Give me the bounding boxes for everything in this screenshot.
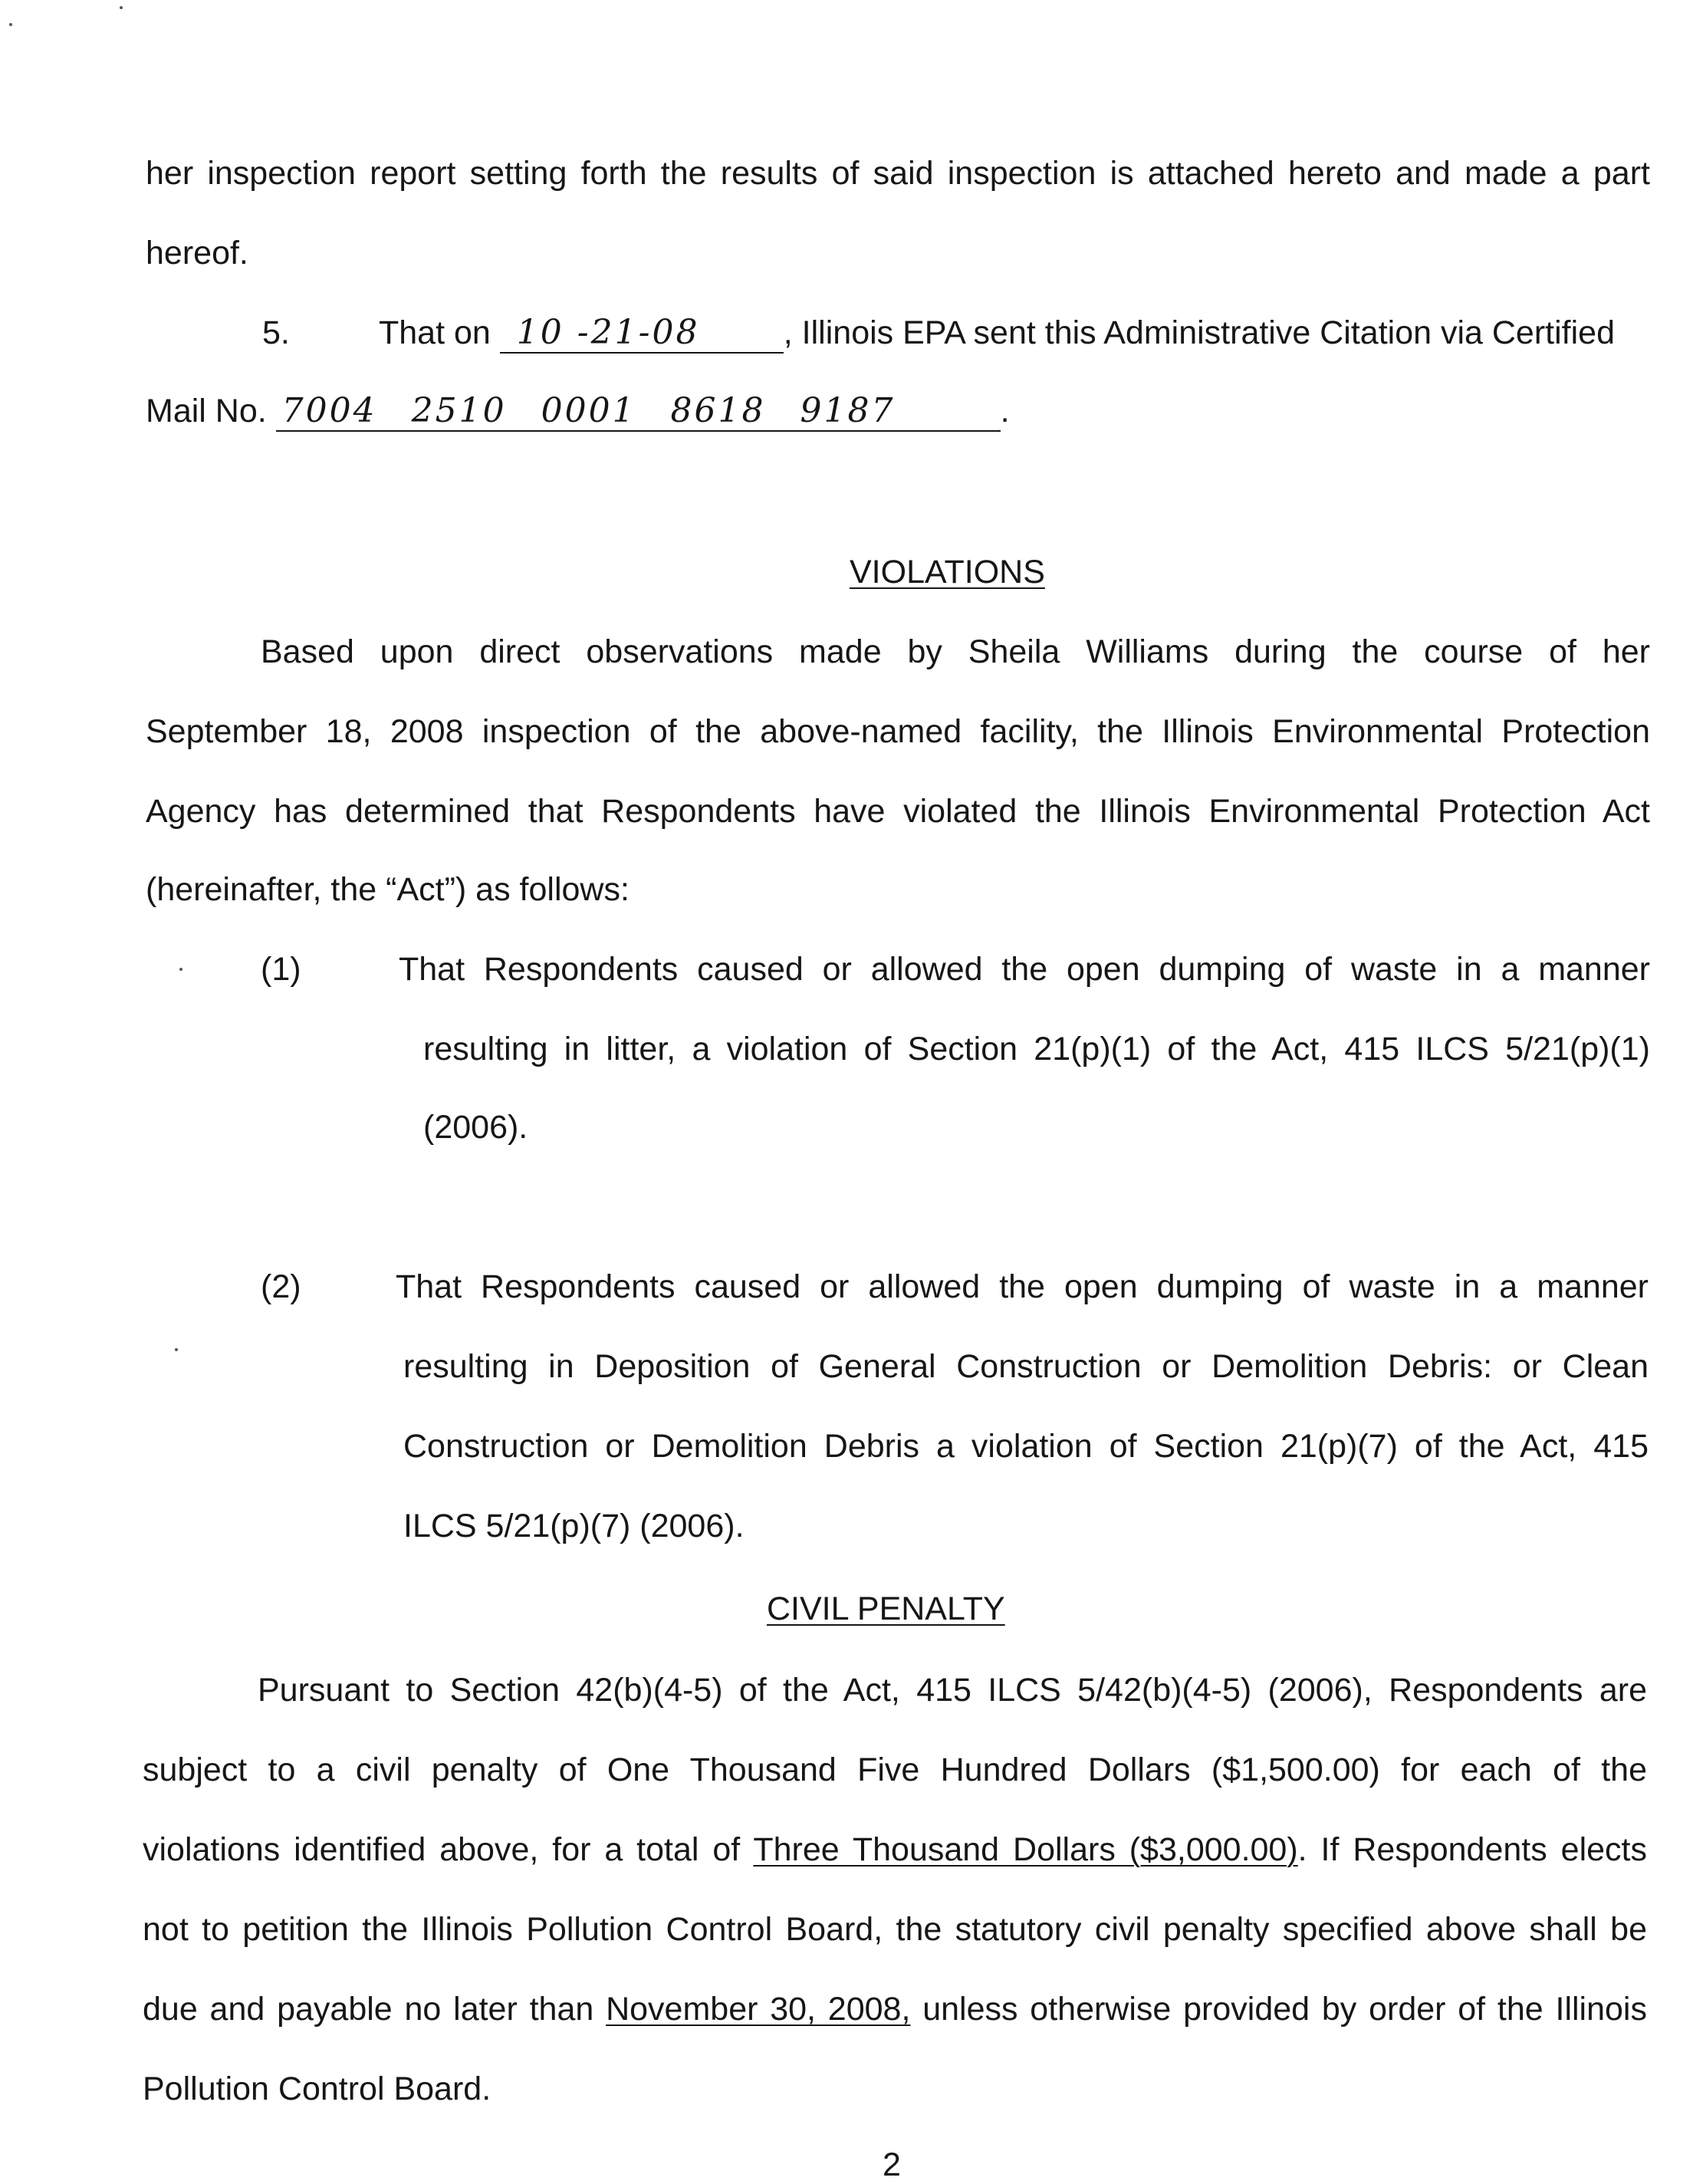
item-5-line-2: [146, 388, 1010, 434]
civil-penalty-line-5: [143, 1986, 1647, 2032]
civil-penalty-line-1: Pursuant to Section 42(b)(4-5) of the Act, 415 ILCS 5/42(b)(4-5) (2006), Respondents are: [258, 1672, 1647, 1709]
item-5-prefix: That on: [379, 314, 491, 351]
scan-speck: [9, 23, 12, 26]
handwritten-date-field: 10 -21-08: [500, 314, 784, 354]
scan-speck: [120, 6, 123, 9]
item-5-line-1: [379, 310, 1615, 356]
violation-2-line-4: ILCS 5/21(p)(7) (2006).: [403, 1508, 745, 1544]
mail-number-suffix: .: [1000, 393, 1010, 429]
violation-2-line-2: resulting in Deposition of General Construction or Demolition Debris: or Clean: [403, 1348, 1649, 1385]
violation-1-line-2: resulting in litter, a violation of Section 21(p)(1) of the Act, 415 ILCS 5/21(p)(1): [423, 1031, 1650, 1067]
violations-heading: VIOLATIONS: [850, 554, 1045, 590]
violation-1-line-3: (2006).: [423, 1109, 528, 1146]
violation-2-line-3: Construction or Demolition Debris a violation of Section 21(p)(7) of the Act, 415: [403, 1428, 1649, 1465]
violations-intro-line-4: (hereinafter, the “Act”) as follows:: [146, 871, 630, 908]
scan-speck: [179, 968, 182, 971]
mail-number-prefix: Mail No.: [146, 393, 267, 429]
paragraph-continuation-line-1: her inspection report setting forth the results of said inspection is attached hereto and made a part: [146, 155, 1650, 192]
civil-penalty-line-3: [143, 1827, 1647, 1873]
violation-1-line-1: That Respondents caused or allowed the open dumping of waste in a manner: [399, 951, 1650, 988]
handwritten-mail-number-field: 7004 2510 0001 8618 9187: [276, 392, 1001, 432]
civil-penalty-line-3-pre: violations identified above, for a total of: [143, 1831, 754, 1868]
civil-penalty-line-3-post: . If Respondents elects: [1297, 1831, 1647, 1868]
civil-penalty-line-5-post: unless otherwise provided by order of the Illinois: [910, 1991, 1647, 2028]
paragraph-continuation-line-2: hereof.: [146, 235, 248, 271]
violations-intro-line-2: September 18, 2008 inspection of the above-named facility, the Illinois Environmental Protection: [146, 713, 1650, 750]
civil-penalty-line-2: subject to a civil penalty of One Thousand Five Hundred Dollars ($1,500.00) for each of the: [143, 1751, 1647, 1788]
total-penalty-amount: Three Thousand Dollars ($3,000.00): [753, 1831, 1298, 1868]
page-number: 2: [883, 2146, 901, 2183]
item-5-suffix: , Illinois EPA sent this Administrative Citation via Certified: [783, 314, 1615, 351]
civil-penalty-line-6: Pollution Control Board.: [143, 2071, 491, 2107]
violations-intro-line-3: Agency has determined that Respondents have violated the Illinois Environmental Protection Act: [146, 793, 1650, 830]
due-date: November 30, 2008,: [606, 1991, 911, 2028]
violation-2-line-1: That Respondents caused or allowed the open dumping of waste in a manner: [396, 1268, 1649, 1305]
violation-1-number: (1): [261, 951, 301, 988]
civil-penalty-heading: CIVIL PENALTY: [767, 1590, 1005, 1627]
civil-penalty-line-4: not to petition the Illinois Pollution Control Board, the statutory civil penalty specified above shall be: [143, 1911, 1647, 1948]
violation-2-number: (2): [261, 1268, 301, 1305]
scan-speck: [175, 1348, 178, 1351]
civil-penalty-line-5-pre: due and payable no later than: [143, 1991, 607, 2028]
item-5-number: 5.: [262, 314, 290, 351]
violations-intro-line-1: Based upon direct observations made by Sheila Williams during the course of her: [261, 633, 1650, 670]
